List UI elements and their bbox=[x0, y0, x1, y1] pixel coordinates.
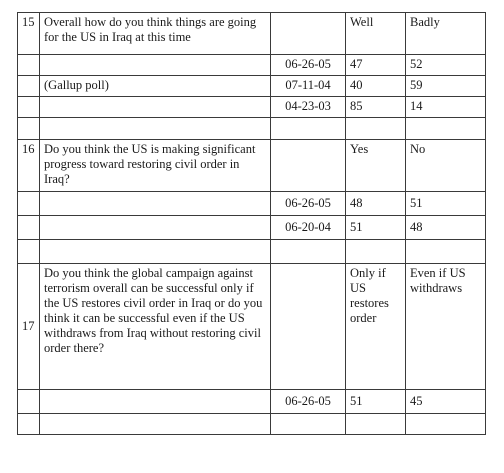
response-value-b: 45 bbox=[406, 390, 486, 414]
result-row bbox=[18, 192, 486, 216]
question-text: Overall how do you think things are going for the US in Iraq at this time bbox=[40, 13, 271, 55]
response-value-a: 48 bbox=[346, 192, 406, 216]
response-value-b: 51 bbox=[406, 192, 486, 216]
response-value-b: 14 bbox=[406, 97, 486, 118]
response-value-a: 47 bbox=[346, 55, 406, 76]
response-value-a: 40 bbox=[346, 76, 406, 97]
question-number: 17 bbox=[18, 264, 40, 390]
spacer-row bbox=[18, 118, 486, 140]
question-row bbox=[18, 264, 486, 390]
response-value-a: 85 bbox=[346, 97, 406, 118]
poll-source-note: (Gallup poll) bbox=[40, 76, 271, 97]
question-text: Do you think the US is making significant progress toward restoring civil order in Iraq? bbox=[40, 140, 271, 192]
question-number: 16 bbox=[18, 140, 40, 192]
response-value-a: 51 bbox=[346, 390, 406, 414]
response-header-b: Even if US withdraws bbox=[406, 264, 486, 390]
result-row bbox=[18, 216, 486, 240]
result-row bbox=[18, 97, 486, 118]
poll-date: 06-26-05 bbox=[271, 55, 346, 76]
response-header-b: No bbox=[406, 140, 486, 192]
result-row bbox=[18, 55, 486, 76]
empty-cell bbox=[271, 13, 346, 55]
empty-cell bbox=[271, 140, 346, 192]
response-header-a: Yes bbox=[346, 140, 406, 192]
question-row bbox=[18, 140, 486, 192]
response-header-a: Well bbox=[346, 13, 406, 55]
poll-table bbox=[17, 12, 486, 435]
response-header-b: Badly bbox=[406, 13, 486, 55]
poll-date: 07-11-04 bbox=[271, 76, 346, 97]
response-value-a: 51 bbox=[346, 216, 406, 240]
result-row bbox=[18, 76, 486, 97]
response-value-b: 48 bbox=[406, 216, 486, 240]
poll-date: 04-23-03 bbox=[271, 97, 346, 118]
spacer-row bbox=[18, 414, 486, 435]
poll-date: 06-20-04 bbox=[271, 216, 346, 240]
poll-date: 06-26-05 bbox=[271, 390, 346, 414]
question-row bbox=[18, 13, 486, 55]
empty-cell bbox=[271, 264, 346, 390]
question-text: Do you think the global campaign against terrorism overall can be successful only if the US restores civil order in Iraq or do you think it can be successful even if the US withdraws from Iraq without restoring civil order there? bbox=[40, 264, 271, 390]
response-value-b: 59 bbox=[406, 76, 486, 97]
poll-date: 06-26-05 bbox=[271, 192, 346, 216]
result-row bbox=[18, 390, 486, 414]
question-number: 15 bbox=[18, 13, 40, 55]
response-header-a: Only if US restores order bbox=[346, 264, 406, 390]
spacer-row bbox=[18, 240, 486, 264]
response-value-b: 52 bbox=[406, 55, 486, 76]
